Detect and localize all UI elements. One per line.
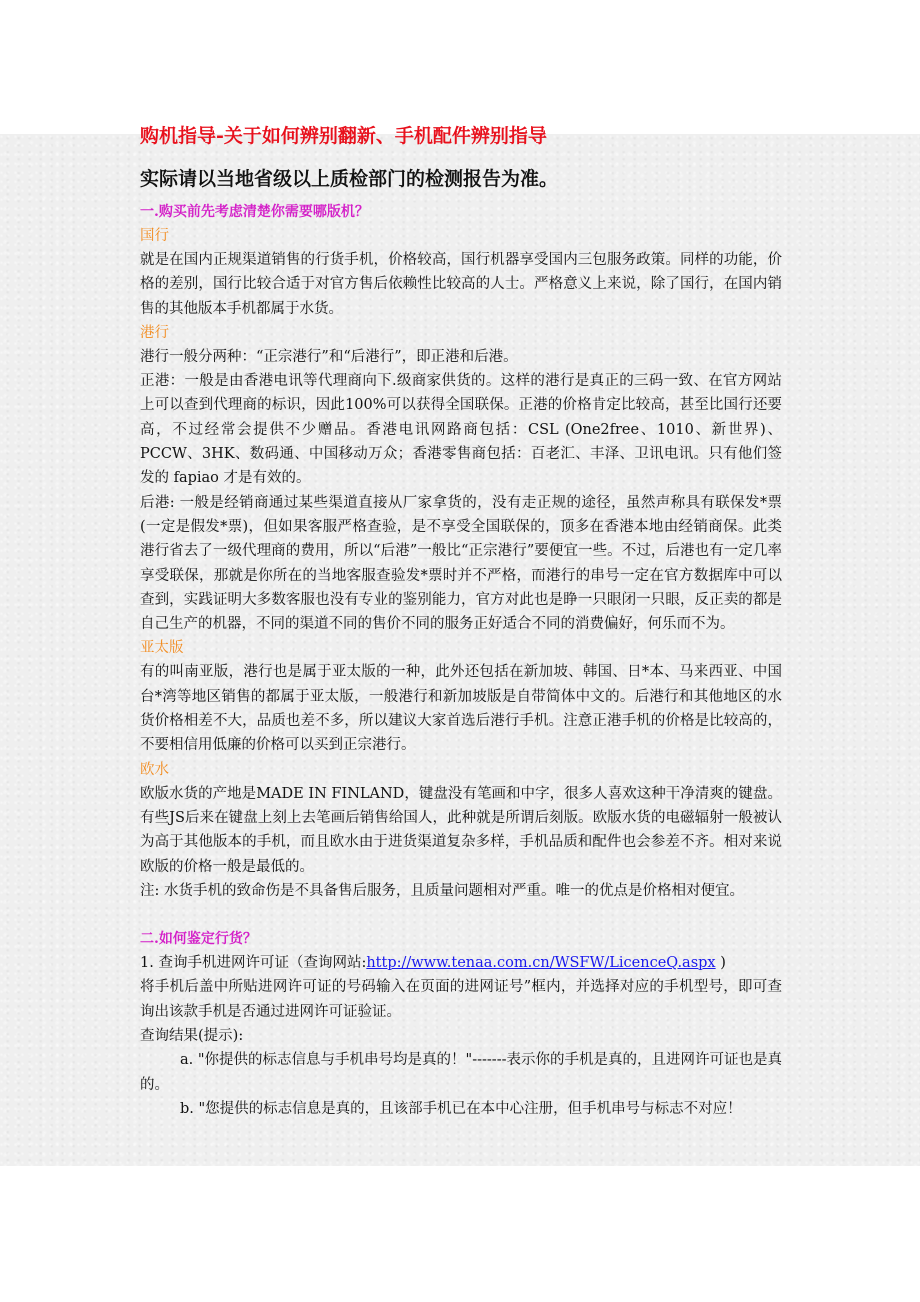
- zhenggang-text: 正港：一般是由香港电讯等代理商向下.级商家供货的。这样的港行是真正的三码一致、在官方网站上可以查到代理商的标识，因此100%可以获得全国联保。正港的价格肯定比较高，甚至比国行还要高，不过经常会提供不少赠品。香港电讯网路商包括：CSL (One2free、1010、新世界)、PCCW、3HK、数码通、中国移动万众；香港零售商包括：百老汇、丰泽、卫讯电讯。只有他们签发的 fapiao 才是有效的。: [140, 373, 782, 487]
- section-2-heading: 二.如何鉴定行货？: [140, 931, 257, 948]
- guohang-label: 国行: [140, 228, 169, 244]
- ouban-note: 注: 水货手机的致命伤是不具备售后服务，且质量问题相对严重。唯一的优点是价格相对便宜。: [140, 882, 744, 899]
- document-title: 购机指导-关于如何辨别翻新、手机配件辨别指导: [140, 125, 547, 147]
- guohang-text: 就是在国内正规渠道销售的行货手机，价格较高，国行机器享受国内三包服务政策。同样的功能，价格的差别，国行比较合适于对官方售后依赖性比较高的人士。严格意义上来说，除了国行，在国内销售的其他版本手机都属于水货。: [140, 252, 782, 317]
- ouban-label: 欧水: [140, 761, 169, 778]
- result-label: 查询结果(提示):: [140, 1028, 244, 1045]
- licence-query-link[interactable]: http://www.tenaa.com.cn/WSFW/LicenceQ.aspx: [366, 955, 716, 972]
- ganghang-intro: 港行一般分两种：“正宗港行”和“后港行”，即正港和后港。: [140, 348, 518, 365]
- ouban-text: 欧版水货的产地是MADE IN FINLAND，键盘没有笔画和中字，很多人喜欢这种干净清爽的键盘。有些JS后来在键盘上刻上去笔画后销售给国人，此种就是所谓后刻版。欧版水货的电磁辐射一般被认为高于其他版本的手机，而且欧水由于进货渠道复杂多样，手机品质和配件也会参差不齐。相对来说欧版的价格一般是最低的。: [140, 785, 782, 875]
- document-body: [140, 118, 782, 1121]
- item-1-text: 将手机后盖中所贴进网许可证的号码输入在页面的进网证号”框内，并选择对应的手机型号，即可查询出该款手机是否通过进网许可证验证。: [140, 979, 782, 1020]
- item-1-suffix: ): [715, 955, 726, 972]
- document-subtitle: 实际请以当地省级以上质检部门的检测报告为准。: [140, 168, 559, 190]
- yataiban-text: 有的叫南亚版，港行也是属于亚太版的一种，此外还包括在新加坡、韩国、日*本、马来西亚、中国台*湾等地区销售的都属于亚太版，一般港行和新加坡版是自带简体中文的。后港行和其他地区的水货价格相差不大，品质也差不多，所以建议大家首选后港行手机。注意正港手机的价格是比较高的，不要相信用低廉的价格可以买到正宗港行。: [140, 664, 782, 754]
- item-1-prefix: 1. 查询手机进网许可证（查询网站:: [140, 955, 367, 972]
- section-1-heading: 一.购买前先考虑清楚你需要哪版机？: [140, 204, 369, 220]
- hougang-text: 后港: 一般是经销商通过某些渠道直接从厂家拿货的，没有走正规的途径，虽然声称具有联保发*票(一定是假发*票)，但如果客服严格查验，是不享受全国联保的，顶多在香港本地由经销商保。此类港行省去了一级代理商的费用，所以“后港”一般比“正宗港行”要便宜一些。不过，后港也有一定几率享受联保，那就是你所在的当地客服查验发*票时并不严格，而港行的串号一定在官方数据库中可以查到，实践证明大多数客服也没有专业的鉴别能力，官方对此也是睁一只眼闭一只眼，反正卖的都是自己生产的机器，不同的渠道不同的售价不同的服务正好适合不同的消费偏好，何乐而不为。: [140, 494, 782, 633]
- spacer: [140, 903, 782, 927]
- ganghang-label: 港行: [140, 324, 169, 341]
- yataiban-label: 亚太版: [140, 640, 184, 657]
- item-1: [140, 951, 782, 975]
- result-a: a. "你提供的标志信息与手机串号均是真的！"-------表示你的手机是真的，且进网许可证也是真的。: [140, 1052, 782, 1093]
- result-b: b. "您提供的标志信息是真的，且该部手机已在本中心注册，但手机串号与标志不对应！: [180, 1100, 742, 1117]
